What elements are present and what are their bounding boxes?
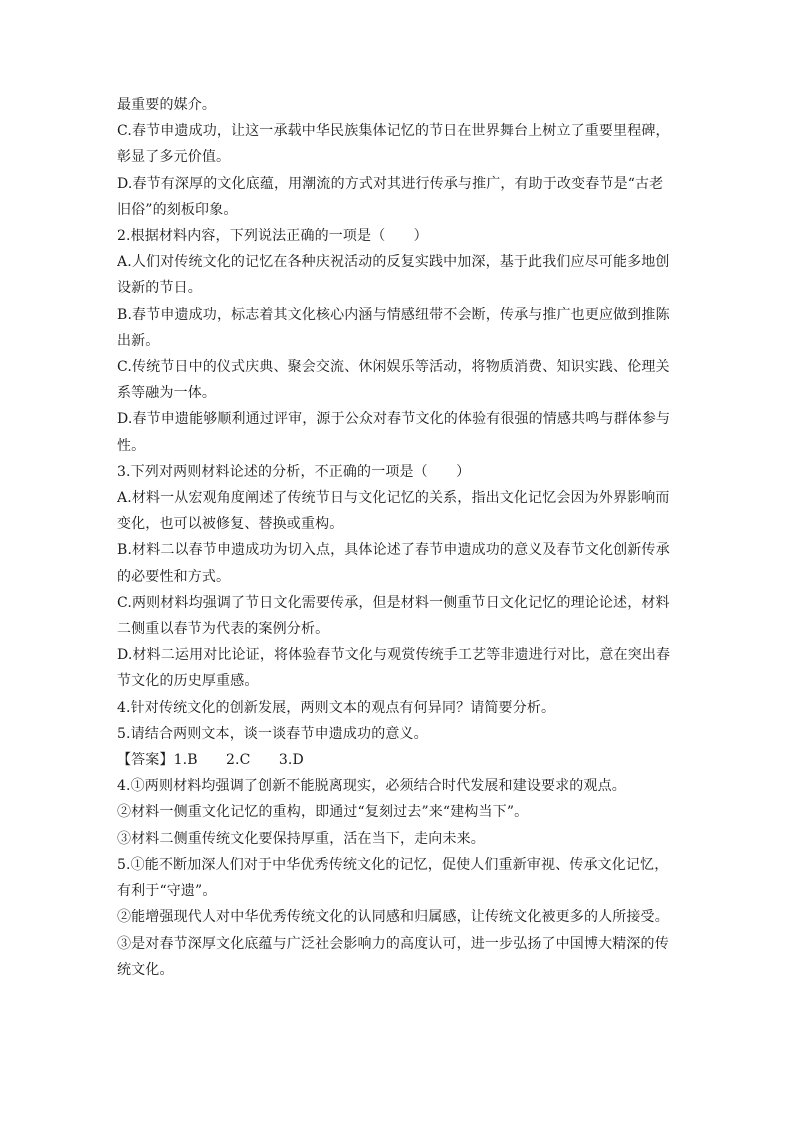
text-line: 的必要性和方式。 <box>117 568 231 585</box>
text-line: D.材料二运用对比论证，将体验春节文化与观赏传统手工艺等非遗进行对比，意在突出春 <box>117 647 671 664</box>
text-line: ②能增强现代人对中华优秀传统文化的认同感和归属感，让传统文化被更多的人所接受。 <box>117 909 669 926</box>
text-line: 二侧重以春节为代表的案例分析。 <box>117 621 330 638</box>
question-3: 3.下列对两则材料论述的分析，不正确的一项是（ ） <box>117 463 471 480</box>
text-line: 设新的节日。 <box>117 280 202 297</box>
text-line: 5.①能不断加深人们对于中华优秀传统文化的记忆，促使人们重新审视、传承文化记忆， <box>117 856 669 873</box>
text-line: 4.①两则材料均强调了创新不能脱离现实，必须结合时代发展和建设要求的观点。 <box>117 778 626 795</box>
question-4: 4.针对传统文化的创新发展，两则文本的观点有何异同？请简要分析。 <box>117 699 556 716</box>
answer-heading: 【答案】1.B 2.C 3.D <box>117 752 304 769</box>
text-line: 彰显了多元价值。 <box>117 149 231 166</box>
question-2: 2.根据材料内容，下列说法正确的一项是（ ） <box>117 228 428 245</box>
question-5: 5.请结合两则文本，谈一谈春节申遗成功的意义。 <box>117 725 428 742</box>
text-line: 节文化的历史厚重感。 <box>117 673 259 690</box>
text-line: ②材料一侧重文化记忆的重构，即通过“复刻过去”来“建构当下”。 <box>117 804 529 821</box>
text-line: D.春节申遗能够顺利通过评审，源于公众对春节文化的体验有很强的情感共鸣与群体参与 <box>117 411 671 428</box>
text-line: ③材料二侧重传统文化要保持厚重，活在当下，走向未来。 <box>117 830 485 847</box>
document-page <box>117 92 679 983</box>
text-line: A.人们对传统文化的记忆在各种庆祝活动的反复实践中加深，基于此我们应尽可能多地创 <box>117 254 670 271</box>
text-line: B.春节申遗成功，标志着其文化核心内涵与情感纽带不会断，传承与推广也更应做到推陈 <box>117 306 670 323</box>
text-line: 有利于“守遗”。 <box>117 883 217 900</box>
text-line: C.春节申遗成功，让这一承载中华民族集体记忆的节日在世界舞台上树立了重要里程碑， <box>117 123 670 140</box>
text-line: C.两则材料均强调了节日文化需要传承，但是材料一侧重节日文化记忆的理论论述，材料 <box>117 594 670 611</box>
text-line: 统文化。 <box>117 961 174 978</box>
text-line: D.春节有深厚的文化底蕴，用潮流的方式对其进行传承与推广，有助于改变春节是“古老 <box>117 175 664 192</box>
text-line: ③是对春节深厚文化底蕴与广泛社会影响力的高度认可，进一步弘扬了中国博大精深的传 <box>117 935 669 952</box>
text-line: 旧俗”的刻板印象。 <box>117 201 238 218</box>
text-line: A.材料一从宏观角度阐述了传统节日与文化记忆的关系，指出文化记忆会因为外界影响而 <box>117 490 670 507</box>
text-line: 系等融为一体。 <box>117 385 217 402</box>
text-line: 变化，也可以被修复、替换或重构。 <box>117 516 344 533</box>
text-line: B.材料二以春节申遗成功为切入点，具体论述了春节申遗成功的意义及春节文化创新传承 <box>117 542 670 559</box>
text-line: 出新。 <box>117 332 160 349</box>
text-line: C.传统节日中的仪式庆典、聚会交流、休闲娱乐等活动，将物质消费、知识实践、伦理关 <box>117 359 670 376</box>
text-line: 性。 <box>117 437 146 454</box>
text-line: 最重要的媒介。 <box>117 97 217 113</box>
